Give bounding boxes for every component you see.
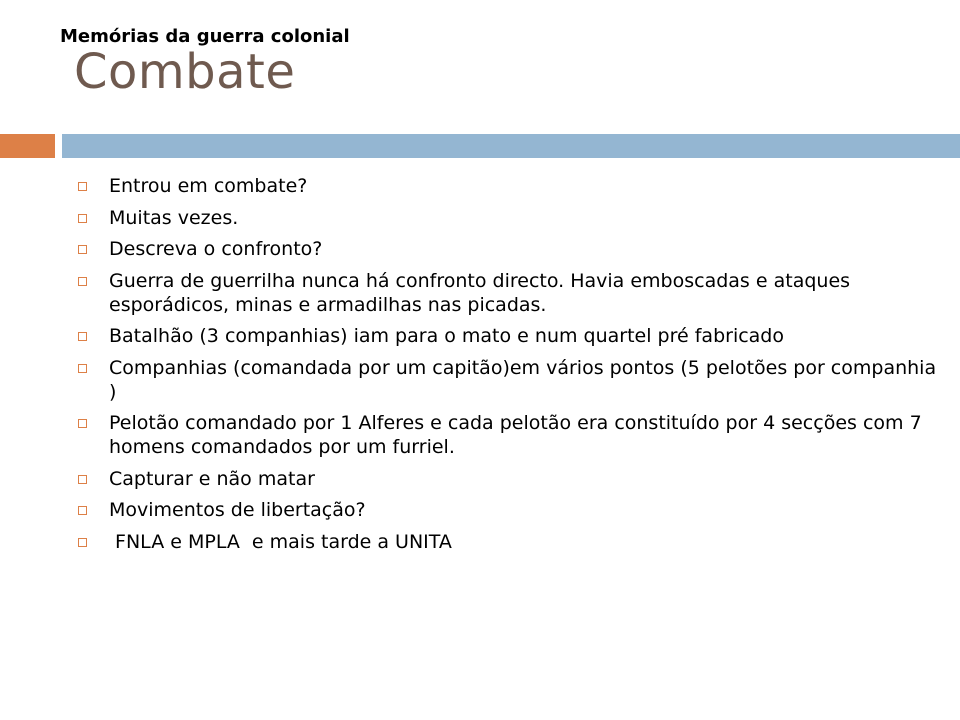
list-item — [78, 498, 938, 522]
square-bullet-icon — [78, 475, 87, 484]
list-item — [78, 356, 938, 404]
list-item — [78, 237, 938, 261]
square-bullet-icon — [78, 332, 87, 341]
list-item — [78, 206, 938, 230]
bullet-text: FNLA e MPLA e mais tarde a UNITA — [109, 530, 452, 553]
list-item — [78, 411, 938, 459]
bullet-text: Muitas vezes. — [109, 206, 239, 229]
bullet-text: Guerra de guerrilha nunca há confronto directo. Havia emboscadas e ataques esporádicos, minas e armadilhas nas picadas. — [109, 269, 851, 316]
square-bullet-icon — [78, 182, 87, 191]
list-item — [78, 467, 938, 491]
square-bullet-icon — [78, 214, 87, 223]
bullet-text: Batalhão (3 companhias) iam para o mato e num quartel pré fabricado — [109, 325, 784, 347]
square-bullet-icon — [78, 364, 87, 373]
bullet-text: Capturar e não matar — [109, 467, 315, 490]
bullet-text: Companhias (comandada por um capitão)em vários pontos (5 pelotões por companhia ) — [109, 356, 937, 403]
slide-title: Combate — [74, 44, 296, 100]
list-item — [78, 324, 938, 348]
bullet-text: Entrou em combate? — [109, 175, 308, 197]
bullet-text: Movimentos de libertação? — [109, 499, 366, 521]
accent-bar — [0, 134, 55, 158]
bullet-list — [78, 174, 938, 561]
list-item — [78, 530, 938, 554]
bullet-text: Pelotão comandado por 1 Alferes e cada pelotão era constituído por 4 secções com 7 homens comandados por um furriel. — [109, 412, 922, 458]
square-bullet-icon — [78, 419, 87, 428]
square-bullet-icon — [78, 277, 87, 286]
bullet-text: Descreva o confronto? — [109, 238, 323, 260]
square-bullet-icon — [78, 538, 87, 547]
slide-subtitle: Memórias da guerra colonial — [60, 26, 350, 47]
list-item — [78, 269, 938, 317]
square-bullet-icon — [78, 245, 87, 254]
list-item — [78, 174, 938, 198]
header-bar — [62, 134, 960, 158]
square-bullet-icon — [78, 506, 87, 515]
